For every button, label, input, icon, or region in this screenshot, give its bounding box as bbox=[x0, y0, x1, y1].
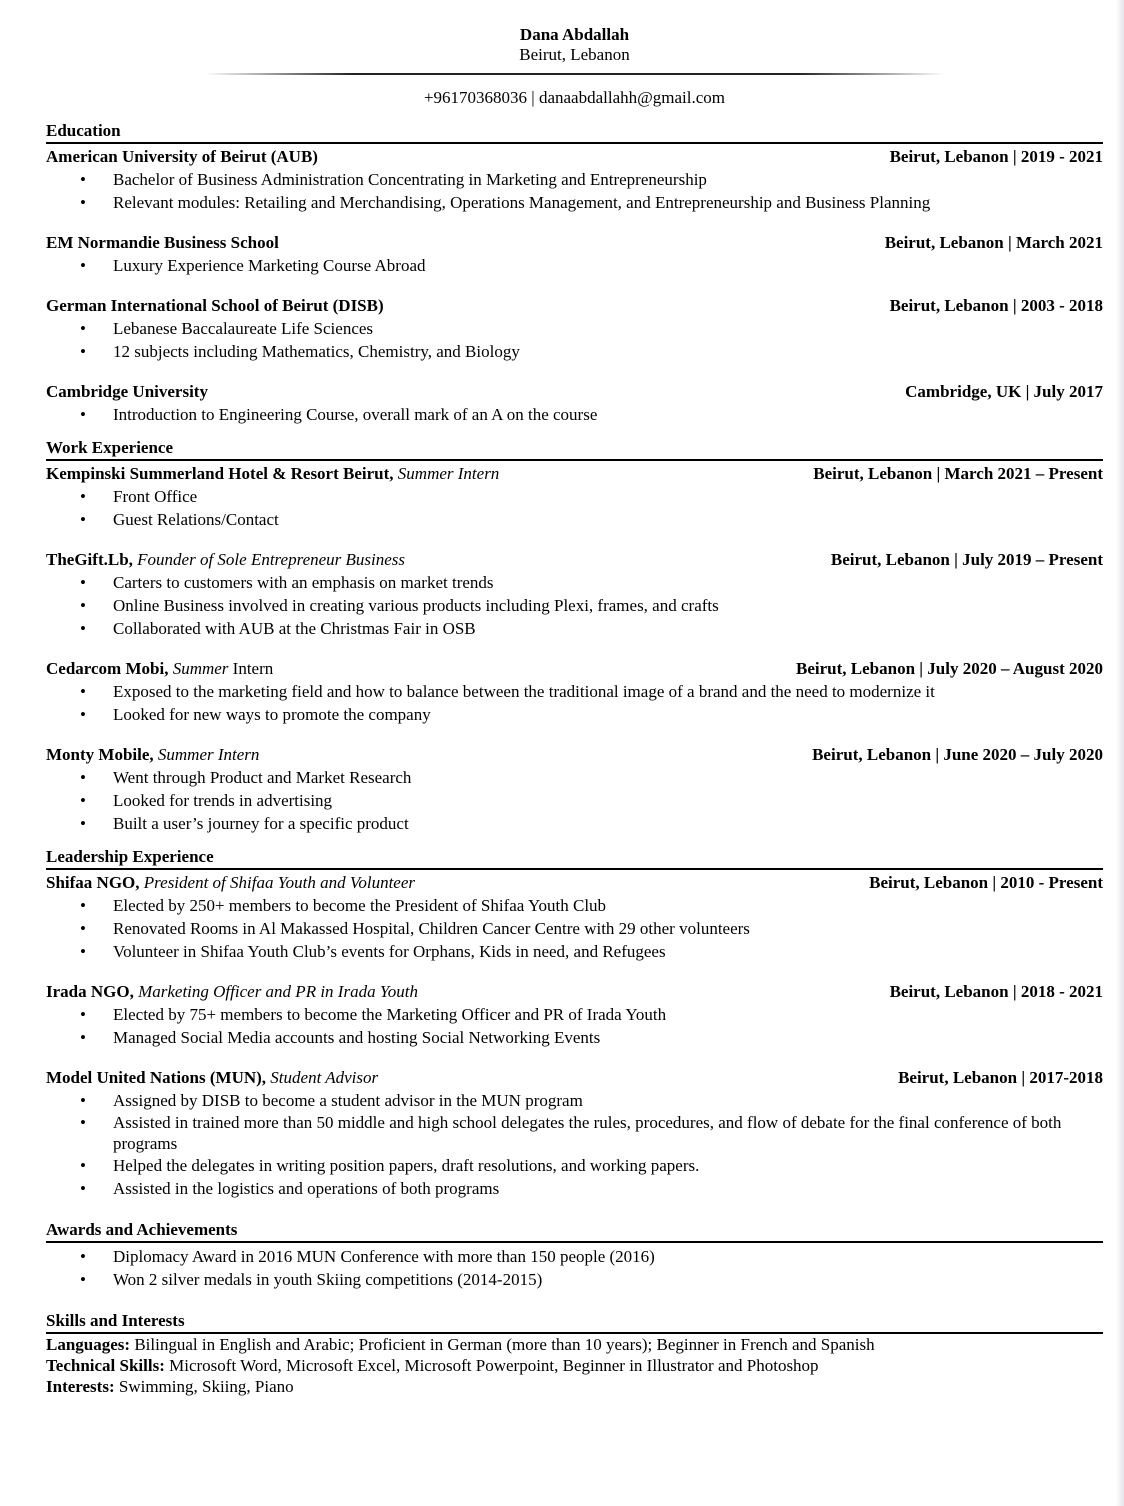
page-edge-shadow bbox=[1116, 0, 1124, 1506]
languages-value: Bilingual in English and Arabic; Proficient in German (more than 10 years); Beginner in French and Spanish bbox=[134, 1335, 875, 1354]
entry-role: President of Shifaa Youth and Volunteer bbox=[143, 873, 415, 892]
entry-role: Founder of Sole Entrepreneur Business bbox=[137, 550, 406, 569]
entry-title: American University of Beirut (AUB) bbox=[46, 147, 318, 166]
organization-name: Shifaa NGO, bbox=[46, 873, 140, 892]
leadership-entry bbox=[46, 981, 1103, 1049]
bullet-item: • Exposed to the marketing field and how to balance between the traditional image of a brand and the need to modernize it bbox=[46, 680, 1103, 703]
section-awards bbox=[46, 1220, 1103, 1291]
section-title: Work Experience bbox=[46, 438, 1103, 461]
entry-role: Summer Intern bbox=[397, 464, 500, 483]
entry-title: EM Normandie Business School bbox=[46, 233, 279, 252]
languages-label: Languages: bbox=[46, 1335, 131, 1354]
entry-location-date: Beirut, Lebanon | March 2021 bbox=[884, 233, 1103, 252]
entry-location-date: Beirut, Lebanon | 2019 - 2021 bbox=[889, 147, 1103, 166]
entry-location-date: Beirut, Lebanon | July 2019 – Present bbox=[830, 550, 1103, 569]
resume-header bbox=[46, 25, 1103, 109]
technical-skills-value: Microsoft Word, Microsoft Excel, Microsoft Powerpoint, Beginner in Illustrator and Photoshop bbox=[169, 1356, 819, 1375]
bullet-item: • Managed Social Media accounts and hosting Social Networking Events bbox=[46, 1026, 1103, 1049]
contact-line: +96170368036 | danaabdallahh@gmail.com bbox=[423, 88, 726, 107]
work-entry bbox=[46, 744, 1103, 835]
employer-name: TheGift.Lb, bbox=[46, 550, 133, 569]
section-skills bbox=[46, 1311, 1103, 1397]
entry-title bbox=[46, 658, 273, 680]
languages-line bbox=[46, 1334, 1103, 1355]
entry-title bbox=[46, 463, 499, 485]
entry-role: Summer bbox=[172, 659, 229, 678]
bullet-item: • Diplomacy Award in 2016 MUN Conference with more than 150 people (2016) bbox=[46, 1245, 1103, 1268]
entry-location-date: Beirut, Lebanon | 2003 - 2018 bbox=[889, 296, 1103, 315]
entry-title bbox=[46, 744, 259, 766]
employer-name: Cedarcom Mobi, bbox=[46, 659, 169, 678]
bullet-item: • Went through Product and Market Research bbox=[46, 766, 1103, 789]
entry-location-date: Beirut, Lebanon | 2017-2018 bbox=[898, 1068, 1103, 1087]
interests-value: Swimming, Skiing, Piano bbox=[118, 1377, 294, 1396]
interests-label: Interests: bbox=[46, 1377, 115, 1396]
technical-skills-label: Technical Skills: bbox=[46, 1356, 165, 1375]
bullet-item: • 12 subjects including Mathematics, Chemistry, and Biology bbox=[46, 340, 1103, 363]
bullet-item: • Looked for new ways to promote the company bbox=[46, 703, 1103, 726]
bullet-item: • Assisted in trained more than 50 middle and high school delegates the rules, procedures, and flow of debate for the final conference of both programs bbox=[46, 1112, 1103, 1154]
entry-role-plain: Intern bbox=[232, 659, 274, 678]
work-entry bbox=[46, 549, 1103, 640]
bullet-item: • Built a user’s journey for a specific product bbox=[46, 812, 1103, 835]
section-leadership-experience bbox=[46, 847, 1103, 1200]
entry-title bbox=[46, 1067, 378, 1089]
bullet-item: • Online Business involved in creating various products including Plexi, frames, and crafts bbox=[46, 594, 1103, 617]
candidate-name: Dana Abdallah bbox=[519, 25, 630, 44]
employer-name: Kempinski Summerland Hotel & Resort Beirut, bbox=[46, 464, 394, 483]
entry-role: Marketing Officer and PR in Irada Youth bbox=[138, 982, 418, 1001]
entry-role: Summer Intern bbox=[157, 745, 260, 764]
candidate-city: Beirut, Lebanon bbox=[519, 45, 630, 64]
entry-location-date: Beirut, Lebanon | March 2021 – Present bbox=[813, 464, 1103, 483]
bullet-item: • Introduction to Engineering Course, overall mark of an A on the course bbox=[46, 403, 1103, 426]
bullet-item: • Helped the delegates in writing position papers, draft resolutions, and working papers. bbox=[46, 1154, 1103, 1177]
bullet-item: • Lebanese Baccalaureate Life Sciences bbox=[46, 317, 1103, 340]
education-entry bbox=[46, 381, 1103, 426]
bullet-item: • Luxury Experience Marketing Course Abroad bbox=[46, 254, 1103, 277]
interests-line bbox=[46, 1376, 1103, 1397]
entry-location-date: Beirut, Lebanon | July 2020 – August 2020 bbox=[796, 659, 1103, 678]
organization-name: Irada NGO, bbox=[46, 982, 134, 1001]
bullet-item: • Assigned by DISB to become a student advisor in the MUN program bbox=[46, 1089, 1103, 1112]
education-entry bbox=[46, 146, 1103, 214]
bullet-item: • Relevant modules: Retailing and Merchandising, Operations Management, and Entrepreneurship and Business Planning bbox=[46, 191, 1103, 214]
section-education bbox=[46, 121, 1103, 426]
entry-location-date: Beirut, Lebanon | June 2020 – July 2020 bbox=[812, 745, 1103, 764]
entry-location-date: Beirut, Lebanon | 2018 - 2021 bbox=[889, 982, 1103, 1001]
bullet-item: • Bachelor of Business Administration Concentrating in Marketing and Entrepreneurship bbox=[46, 168, 1103, 191]
bullet-item: • Volunteer in Shifaa Youth Club’s events for Orphans, Kids in need, and Refugees bbox=[46, 940, 1103, 963]
section-title: Education bbox=[46, 121, 1103, 144]
entry-title bbox=[46, 872, 415, 894]
work-entry bbox=[46, 658, 1103, 726]
resume-page bbox=[46, 25, 1103, 1397]
leadership-entry bbox=[46, 872, 1103, 963]
bullet-item: • Collaborated with AUB at the Christmas Fair in OSB bbox=[46, 617, 1103, 640]
organization-name: Model United Nations (MUN), bbox=[46, 1068, 267, 1087]
bullet-item: • Front Office bbox=[46, 485, 1103, 508]
entry-title: German International School of Beirut (DISB) bbox=[46, 296, 384, 315]
entry-role: Student Advisor bbox=[270, 1068, 379, 1087]
work-entry bbox=[46, 463, 1103, 531]
education-entry bbox=[46, 295, 1103, 363]
bullet-item: • Won 2 silver medals in youth Skiing competitions (2014-2015) bbox=[46, 1268, 1103, 1291]
education-entry bbox=[46, 232, 1103, 277]
entry-location-date: Beirut, Lebanon | 2010 - Present bbox=[869, 873, 1103, 892]
entry-title bbox=[46, 549, 405, 571]
bullet-item: • Assisted in the logistics and operations of both programs bbox=[46, 1177, 1103, 1200]
leadership-entry bbox=[46, 1067, 1103, 1200]
employer-name: Monty Mobile, bbox=[46, 745, 154, 764]
bullet-item: • Renovated Rooms in Al Makassed Hospital, Children Cancer Centre with 29 other volunteers bbox=[46, 917, 1103, 940]
bullet-item: • Guest Relations/Contact bbox=[46, 508, 1103, 531]
entry-title: Cambridge University bbox=[46, 382, 208, 401]
section-title: Leadership Experience bbox=[46, 847, 1103, 870]
section-title: Skills and Interests bbox=[46, 1311, 1103, 1334]
entry-title bbox=[46, 981, 418, 1003]
section-work-experience bbox=[46, 438, 1103, 835]
entry-location-date: Cambridge, UK | July 2017 bbox=[905, 382, 1103, 401]
section-title: Awards and Achievements bbox=[46, 1220, 1103, 1243]
header-divider bbox=[205, 73, 945, 75]
technical-skills-line bbox=[46, 1355, 1103, 1376]
bullet-item: • Elected by 75+ members to become the Marketing Officer and PR of Irada Youth bbox=[46, 1003, 1103, 1026]
bullet-item: • Looked for trends in advertising bbox=[46, 789, 1103, 812]
bullet-item: • Elected by 250+ members to become the President of Shifaa Youth Club bbox=[46, 894, 1103, 917]
bullet-item: • Carters to customers with an emphasis on market trends bbox=[46, 571, 1103, 594]
